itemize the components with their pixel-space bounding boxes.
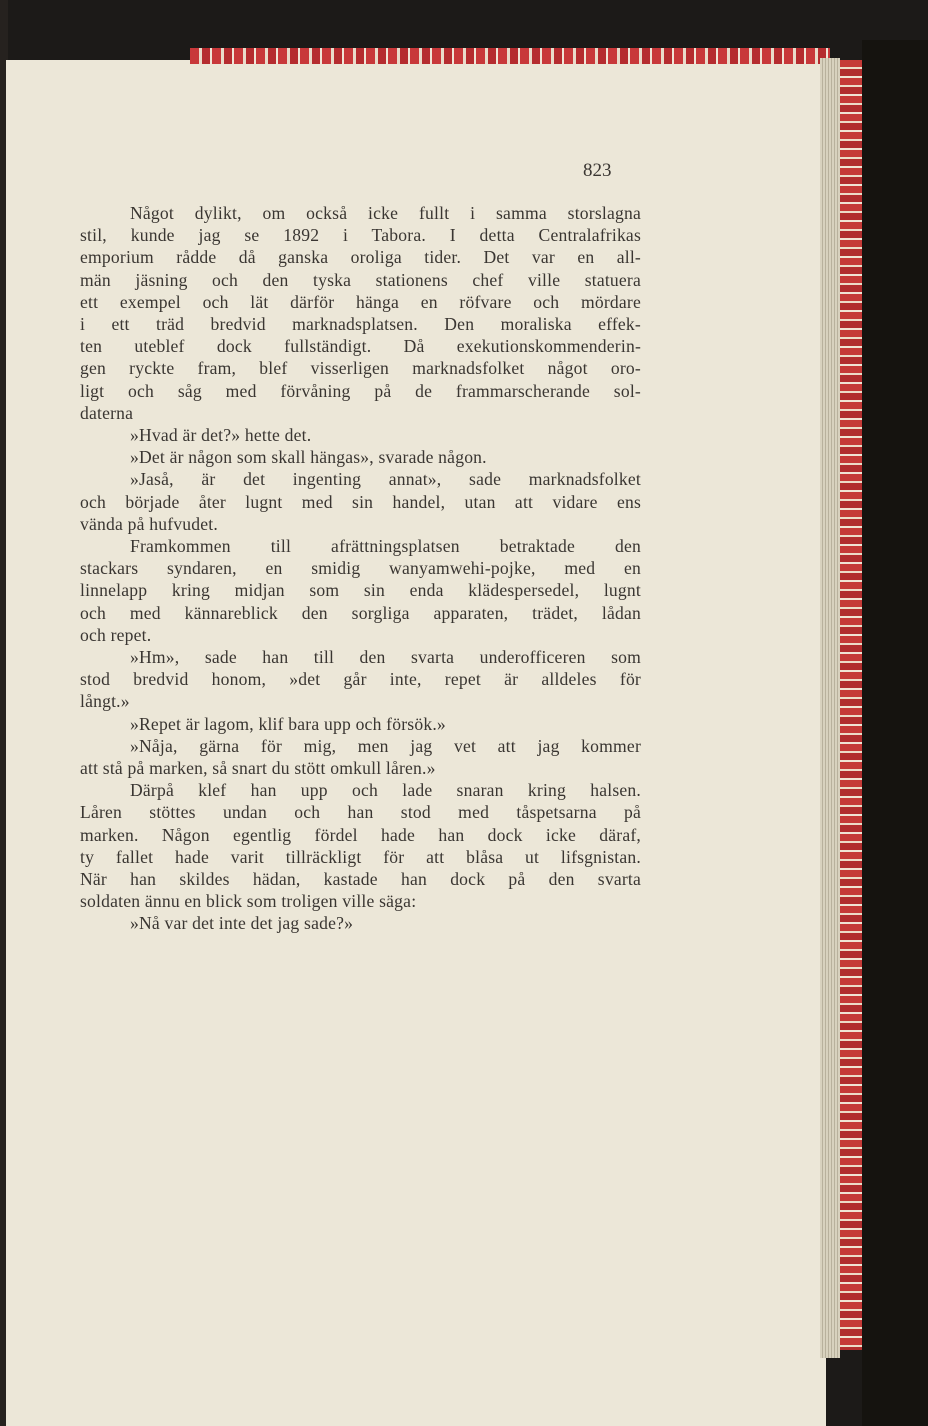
text-line: »Det är någon som skall hängas», svarade någon. [130,447,487,468]
text-line: »Nåja, gärna för mig, men jag vet att jag kommer [130,735,641,756]
text-line: stod bredvid honom, »det går inte, repet är alldeles för [80,669,641,690]
text-line: marken. Någon egentlig fördel hade han dock icke däraf, [80,824,641,845]
text-line: Något dylikt, om också icke fullt i samma storslagna [130,203,641,223]
text-line: att stå på marken, så snart du stött omkull låren.» [80,758,436,778]
text-line: »Hm», sade han till den svarta underofficeren som [130,647,641,667]
text-line: stil, kunde jag se 1892 i Tabora. I detta Centralafrikas [80,225,641,246]
text-line: och repet. [80,624,152,645]
page-number: 823 [583,160,612,181]
text-line: »Hvad är det?» hette det. [130,425,312,445]
marbled-edge-side [840,60,862,1350]
text-line: linnelapp kring midjan som sin enda klädespersedel, lugnt [80,580,641,601]
text-line: och med kännareblick den sorgliga apparaten, trädet, lådan [80,602,641,623]
text-line: Låren stöttes undan och han stod med tåspetsarna på [80,802,641,823]
marbled-edge-top [190,48,830,64]
text-line: ett exempel och lät därför hänga en röfvare och mördare [80,291,641,312]
text-line: män jäsning och den tyska stationens chef ville statuera [80,269,641,290]
text-line: När han skildes hädan, kastade han dock på den svarta [80,869,641,889]
text-line: Framkommen till afrättningsplatsen betraktade den [130,536,641,556]
text-line: Därpå klef han upp och lade snaran kring halsen. [130,780,641,801]
text-line: och började åter lugnt med sin handel, utan att vidare ens [80,491,641,512]
text-line: daterna [80,402,134,423]
text-line: långt.» [80,691,130,712]
book-cover [862,40,928,1426]
text-line: gen ryckte fram, blef visserligen marknadsfolket något oro- [80,358,641,379]
text-line: stackars syndaren, en smidig wanyamwehi-pojke, med en [80,558,641,579]
text-line: vända på hufvudet. [80,513,218,534]
text-line: »Nå var det inte det jag sade?» [130,913,354,934]
text-line: ligt och såg med förvåning på de frammarscherande sol- [80,380,641,401]
text-line: »Repet är lagom, klif bara upp och försök.» [130,713,446,734]
text-line: emporium rådde då ganska oroliga tider. Det var en all- [80,247,641,268]
text-line: i ett träd bredvid marknadsplatsen. Den moraliska effek- [80,314,641,334]
text-line: soldaten ännu en blick som troligen ville säga: [80,891,417,912]
page-edges [820,58,840,1358]
text-line: »Jaså, är det ingenting annat», sade marknadsfolket [130,469,641,490]
text-line: ten uteblef dock fullständigt. Då exekutionskommenderin- [80,336,641,357]
text-line: ty fallet hade varit tillräckligt för att blåsa ut lifsgnistan. [80,846,641,867]
